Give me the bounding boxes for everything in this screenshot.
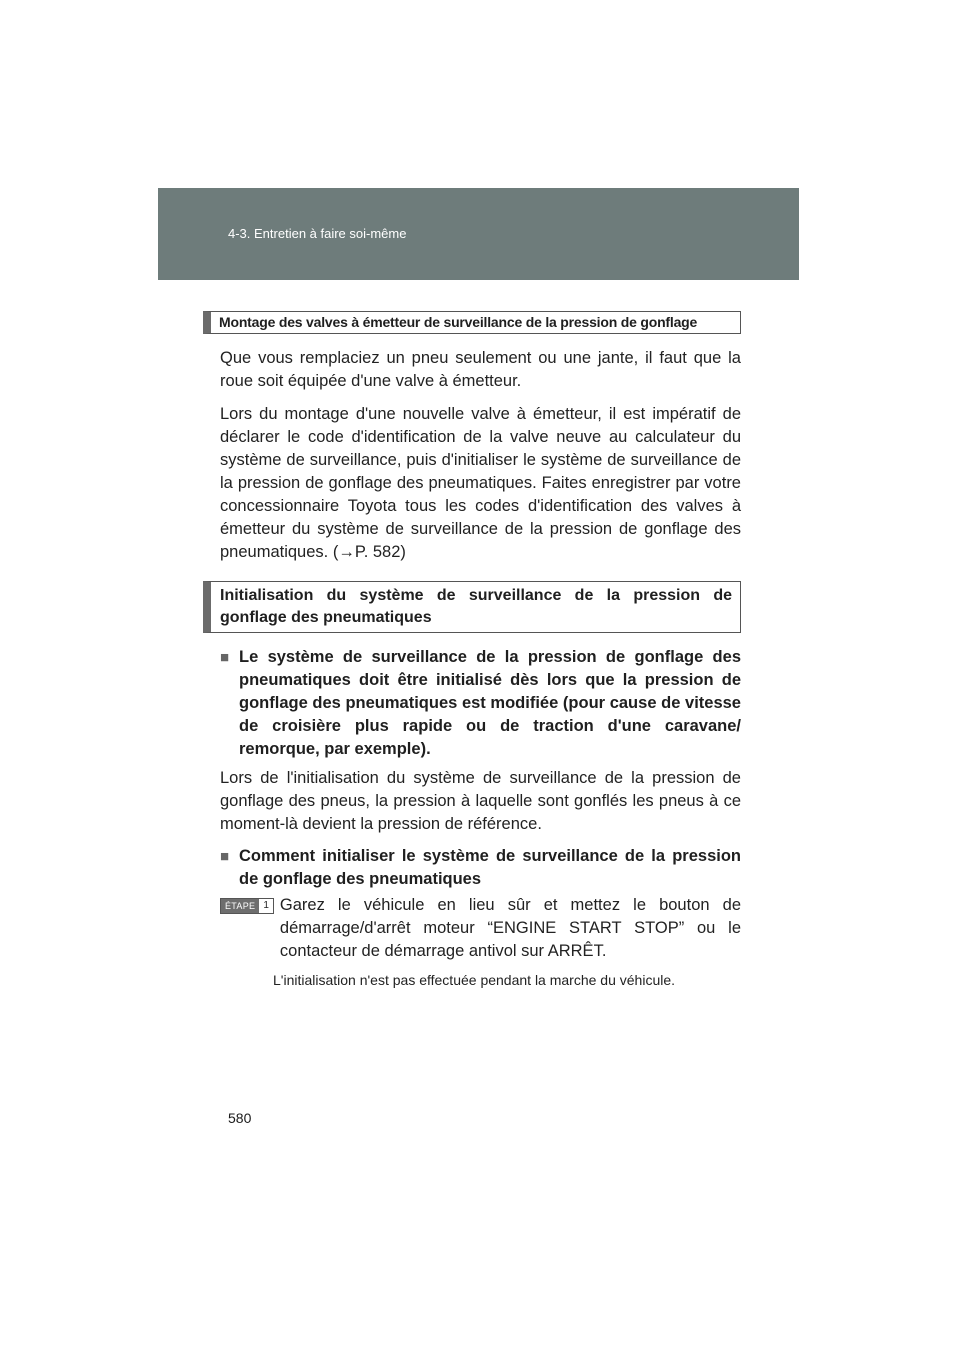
step-badge-number: 1 <box>259 899 273 913</box>
paragraph-valve-intro: Que vous remplaciez un pneu seulement ou une jante, il faut que la roue soit équipée d'une valve à émetteur. <box>220 349 741 390</box>
step-1 <box>220 894 741 963</box>
page-content <box>203 311 741 990</box>
section-heading-initialisation: Initialisation du système de surveillance de la pression de gonflage des pneumatiques <box>203 581 741 633</box>
step-1-note: L'initialisation n'est pas effectuée pendant la marche du véhicule. <box>273 972 676 988</box>
section-heading-valves: Montage des valves à émetteur de surveillance de la pression de gonflage <box>203 311 741 334</box>
paragraph-reference-pressure: Lors de l'initialisation du système de surveillance de la pression de gonflage des pneus, la pression à laquelle sont gonflés les pneus à ce moment-là devient la pression de référence. <box>220 769 741 833</box>
square-bullet-icon: ■ <box>220 848 230 865</box>
step-badge <box>220 898 274 914</box>
page-number: 580 <box>228 1110 252 1126</box>
bullet-heading-when-initialise <box>220 646 741 761</box>
bullet-heading-text: Comment initialiser le système de surveillance de la pression de gonflage des pneumatiques <box>239 847 741 888</box>
square-bullet-icon: ■ <box>220 649 230 666</box>
step-badge-label: ÉTAPE <box>221 899 259 913</box>
step-1-text: Garez le véhicule en lieu sûr et mettez le bouton de démarrage/d'arrêt moteur “ENGINE START STOP” ou le contacteur de démarrage antivol sur ARRÊT. <box>279 896 741 960</box>
bullet-heading-how-initialise <box>220 845 741 891</box>
paragraph-valve-registration: Lors du montage d'une nouvelle valve à émetteur, il est impératif de déclarer le code d'identification de la valve neuve au calculateur du système de surveillance, puis d'initialiser le système de surveillance de la pression de gonflage des pneumatiques. Faites enregistrer par votre concessionnaire Toyota tous les codes d'identification des valves à émetteur du système de surveillance de la pression de gonflage des pneumatiques. (→P. 582) <box>220 405 741 561</box>
bullet-heading-text: Le système de surveillance de la pression de gonflage des pneumatiques doit être initialisé dès lors que la pression de gonflage des pneumatiques est modifiée (pour cause de vitesse de croisière plus rapide ou de traction d'une caravane/ remorque, par exemple). <box>239 648 741 758</box>
section-breadcrumb: 4-3. Entretien à faire soi-même <box>228 226 407 241</box>
